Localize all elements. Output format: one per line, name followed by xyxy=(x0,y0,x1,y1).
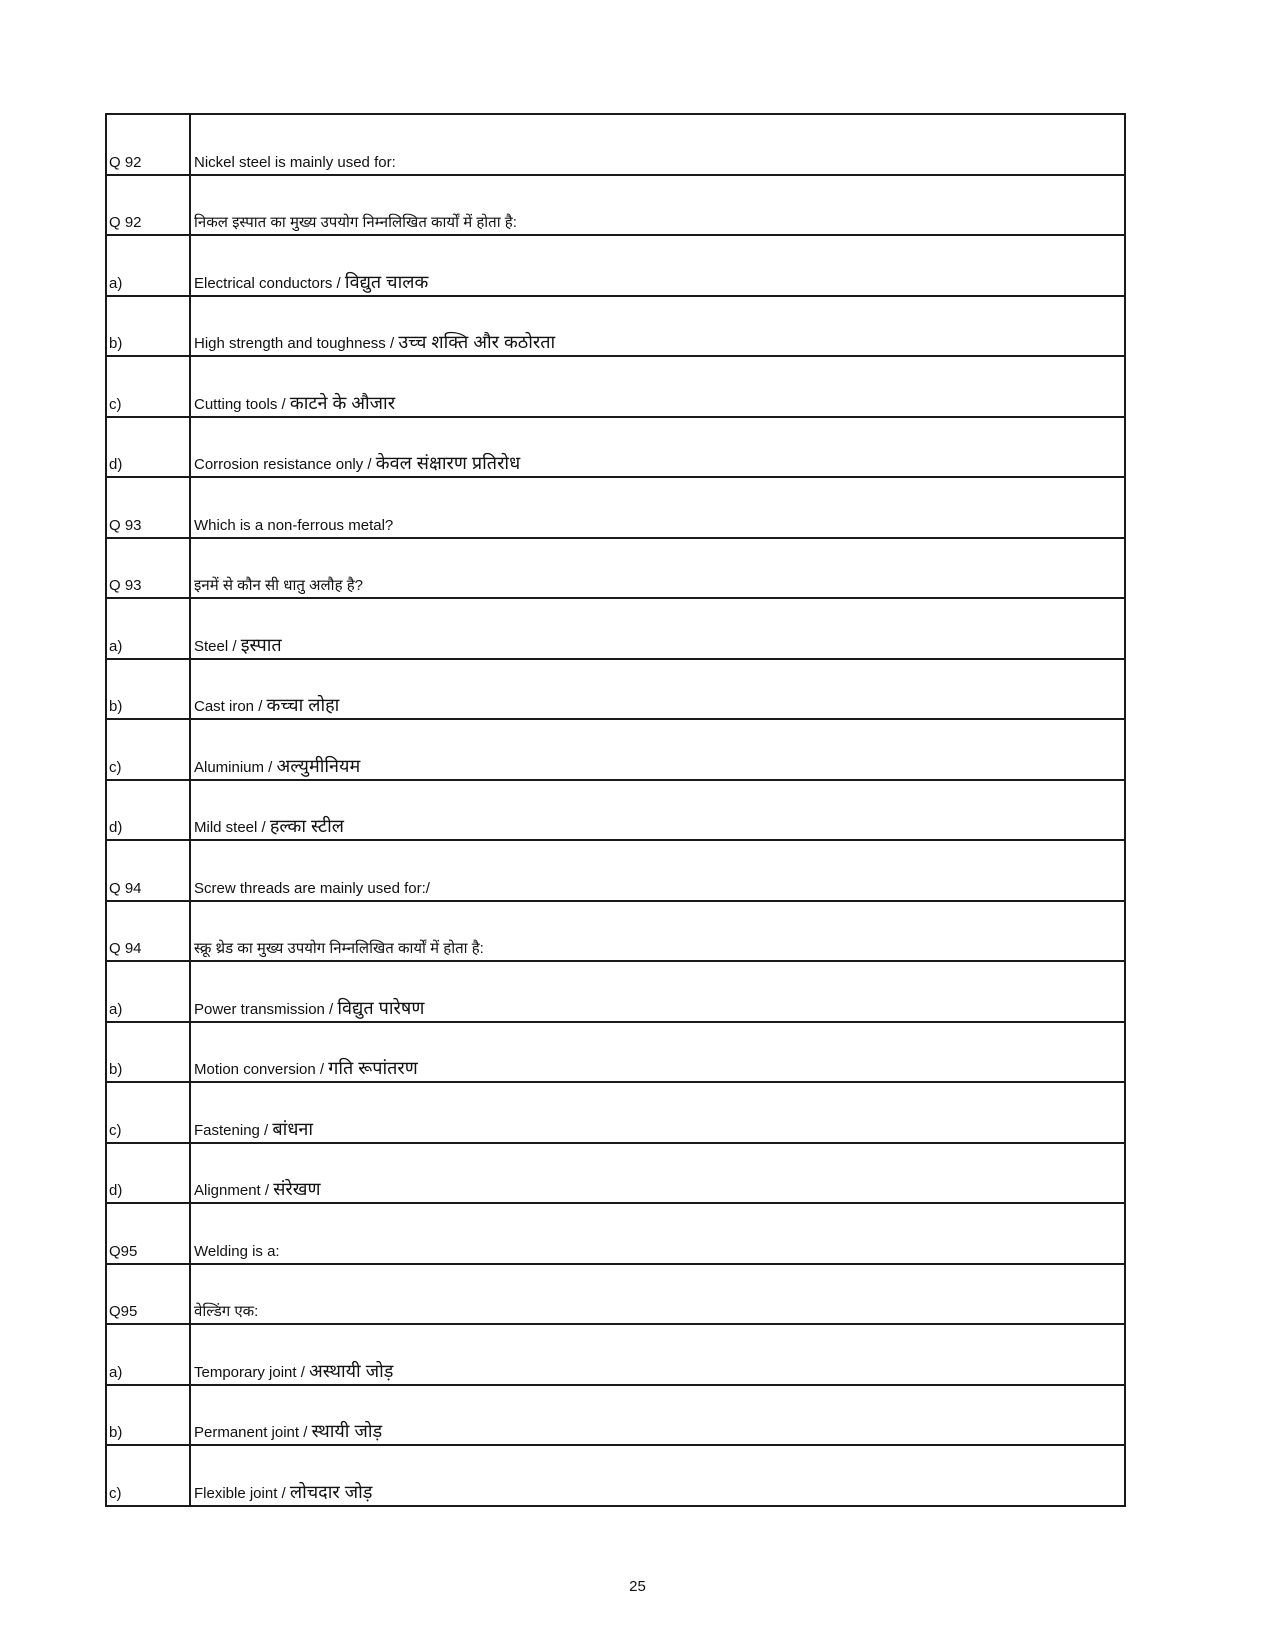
row-text xyxy=(190,1324,1125,1385)
row-label: b) xyxy=(106,1022,190,1083)
table-row xyxy=(106,598,1125,659)
hindi-text: बांधना xyxy=(272,1118,314,1139)
row-label: Q 94 xyxy=(106,901,190,962)
table-row xyxy=(106,961,1125,1022)
hindi-text: संरेखण xyxy=(273,1179,321,1199)
table-row xyxy=(106,477,1125,538)
english-text: Alignment / xyxy=(194,1182,274,1199)
row-text xyxy=(190,719,1125,780)
row-text xyxy=(190,901,1125,962)
english-text: Steel / xyxy=(194,637,241,655)
table-row xyxy=(106,1324,1125,1385)
hindi-text: उच्च शक्ति और कठोरता xyxy=(398,332,556,352)
hindi-text: कच्चा लोहा xyxy=(266,695,340,715)
table-row xyxy=(106,840,1125,901)
table-row xyxy=(106,659,1125,720)
row-text xyxy=(190,114,1125,175)
row-label: Q95 xyxy=(106,1203,190,1264)
hindi-question-text: इनमें से कौन सी धातु अलौह है? xyxy=(194,577,364,594)
table-row xyxy=(106,538,1125,599)
row-text xyxy=(190,961,1125,1022)
table-row xyxy=(106,235,1125,296)
row-text xyxy=(190,1022,1125,1083)
english-text: Cutting tools / xyxy=(194,395,290,413)
row-text xyxy=(190,175,1125,236)
table-row xyxy=(106,1203,1125,1264)
hindi-text: इस्पात xyxy=(240,634,282,655)
table-row xyxy=(106,780,1125,841)
row-label: a) xyxy=(106,961,190,1022)
english-text: Permanent joint / xyxy=(194,1424,312,1441)
row-label: b) xyxy=(106,296,190,357)
row-text xyxy=(190,477,1125,538)
row-text xyxy=(190,1203,1125,1264)
row-label: Q95 xyxy=(106,1264,190,1325)
hindi-question-text: निकल इस्पात का मुख्य उपयोग निम्नलिखित कार्यों में होता है: xyxy=(194,214,517,231)
english-text: Power transmission / xyxy=(194,1000,338,1018)
row-label: c) xyxy=(106,1445,190,1506)
hindi-question-text: वेल्डिंग एक: xyxy=(194,1303,259,1320)
hindi-text: अस्थायी जोड़ xyxy=(309,1360,394,1381)
hindi-text: विद्युत चालक xyxy=(344,271,429,292)
row-label: a) xyxy=(106,1324,190,1385)
row-text xyxy=(190,840,1125,901)
english-text: Cast iron / xyxy=(194,698,267,715)
row-label: b) xyxy=(106,1385,190,1446)
english-text: Welding is a: xyxy=(194,1242,280,1260)
row-label: b) xyxy=(106,659,190,720)
page-number: 25 xyxy=(629,1578,646,1595)
table-row xyxy=(106,114,1125,175)
row-text xyxy=(190,417,1125,478)
table-row xyxy=(106,901,1125,962)
hindi-text: लोचदार जोड़ xyxy=(289,1481,373,1502)
row-label: Q 93 xyxy=(106,538,190,599)
row-text xyxy=(190,235,1125,296)
table-row xyxy=(106,1022,1125,1083)
table-row xyxy=(106,1385,1125,1446)
hindi-text: केवल संक्षारण प्रतिरोध xyxy=(375,453,521,473)
row-text xyxy=(190,1264,1125,1325)
table-row xyxy=(106,1264,1125,1325)
row-text xyxy=(190,1143,1125,1204)
hindi-text: काटने के औजार xyxy=(289,392,396,413)
hindi-text: अल्युमीनियम xyxy=(276,755,361,776)
row-label: Q 94 xyxy=(106,840,190,901)
row-label: c) xyxy=(106,719,190,780)
hindi-text: स्थायी जोड़ xyxy=(311,1421,383,1441)
table-row xyxy=(106,417,1125,478)
english-text: High strength and toughness / xyxy=(194,335,399,352)
hindi-text: विद्युत पारेषण xyxy=(337,997,425,1018)
row-text xyxy=(190,598,1125,659)
question-table xyxy=(105,113,1126,1507)
table-row xyxy=(106,175,1125,236)
hindi-text: हल्का स्टील xyxy=(269,816,344,836)
english-text: Which is a non-ferrous metal? xyxy=(194,516,394,534)
row-label: a) xyxy=(106,598,190,659)
row-text xyxy=(190,538,1125,599)
table-row xyxy=(106,356,1125,417)
english-text: Fastening / xyxy=(194,1121,273,1139)
row-text xyxy=(190,780,1125,841)
row-label: c) xyxy=(106,356,190,417)
table-row xyxy=(106,1445,1125,1506)
table-row xyxy=(106,1082,1125,1143)
english-text: Temporary joint / xyxy=(194,1363,310,1381)
english-text: Nickel steel is mainly used for: xyxy=(194,153,396,171)
english-text: Mild steel / xyxy=(194,819,270,836)
english-text: Flexible joint / xyxy=(194,1484,290,1502)
row-label: Q 92 xyxy=(106,175,190,236)
row-text xyxy=(190,356,1125,417)
row-label: d) xyxy=(106,417,190,478)
english-text: Screw threads are mainly used for:/ xyxy=(194,879,430,897)
row-label: c) xyxy=(106,1082,190,1143)
row-text xyxy=(190,1082,1125,1143)
hindi-question-text: स्क्रू थ्रेड का मुख्य उपयोग निम्नलिखित कार्यों में होता है: xyxy=(194,940,484,957)
row-label: Q 92 xyxy=(106,114,190,175)
row-text xyxy=(190,659,1125,720)
english-text: Aluminium / xyxy=(194,758,277,776)
table-row xyxy=(106,296,1125,357)
english-text: Electrical conductors / xyxy=(194,274,345,292)
hindi-text: गति रूपांतरण xyxy=(328,1058,418,1078)
row-text xyxy=(190,1445,1125,1506)
english-text: Corrosion resistance only / xyxy=(194,456,376,473)
english-text: Motion conversion / xyxy=(194,1061,329,1078)
row-text xyxy=(190,1385,1125,1446)
row-text xyxy=(190,296,1125,357)
row-label: d) xyxy=(106,1143,190,1204)
table-row xyxy=(106,719,1125,780)
table-row xyxy=(106,1143,1125,1204)
row-label: Q 93 xyxy=(106,477,190,538)
row-label: d) xyxy=(106,780,190,841)
row-label: a) xyxy=(106,235,190,296)
